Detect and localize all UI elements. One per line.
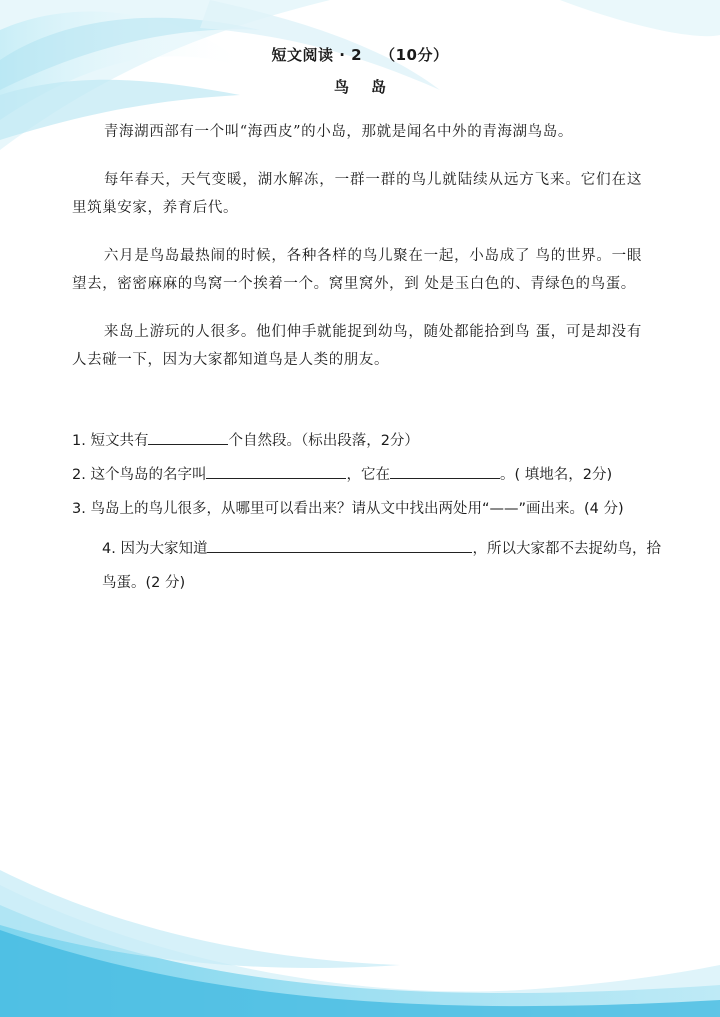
question-2-text-end: 。( 填地名，2分)	[499, 467, 613, 483]
question-4	[102, 532, 662, 600]
question-1	[72, 430, 662, 452]
answer-blank-island-name[interactable]	[206, 464, 346, 479]
passage-paragraph-2: 每年春天，天气变暖，湖水解冻，一群一群的鸟儿就陆续从远方飞来。它们在这里筑巢安家，养育后代。	[72, 172, 642, 216]
question-4-text-end: ，所以大家都不去捉幼鸟，拾鸟蛋。(2 分)	[102, 541, 661, 591]
passage-paragraph-4: 来岛上游玩的人很多。他们伸手就能捉到幼鸟，随处都能拾到鸟 蛋，可是却没有人去碰一下，因为大家都知道鸟是人类的朋友。	[72, 324, 642, 368]
question-1-text-start: 1. 短文共有	[72, 433, 149, 449]
question-2-text-mid: ，它在	[346, 467, 390, 483]
question-3: 3. 鸟岛上的鸟儿很多，从哪里可以看出来？请从文中找出两处用“——”画出来。(4 分)	[72, 501, 624, 517]
answer-blank-place-name[interactable]	[390, 464, 500, 479]
passage-paragraph-3: 六月是鸟岛最热闹的时候，各种各样的鸟儿聚在一起，小岛成了 鸟的世界。一眼望去，密密麻麻的鸟窝一个挨着一个。窝里窝外，到 处是玉白色的、青绿色的鸟蛋。	[72, 248, 642, 292]
passage-paragraph-1: 青海湖西部有一个叫“海西皮”的小岛，那就是闻名中外的青海湖鸟岛。	[103, 124, 573, 140]
question-2-text-start: 2. 这个鸟岛的名字叫	[72, 467, 207, 483]
question-list	[72, 430, 662, 612]
passage-title-char-1: 鸟	[333, 78, 349, 96]
reading-passage	[72, 118, 642, 394]
passage-title	[0, 76, 720, 97]
worksheet-title	[0, 44, 720, 65]
question-2	[72, 464, 662, 486]
passage-title-char-2: 岛	[371, 78, 387, 96]
answer-blank-paragraph-count[interactable]	[148, 430, 228, 445]
question-4-text-start: 4. 因为大家知道	[102, 541, 208, 557]
answer-blank-reason[interactable]	[207, 538, 472, 553]
title-text: 短文阅读 · 2	[271, 46, 363, 64]
title-score: （10分）	[380, 46, 449, 64]
question-1-text-end: 个自然段。（标出段落，2分）	[228, 433, 419, 449]
